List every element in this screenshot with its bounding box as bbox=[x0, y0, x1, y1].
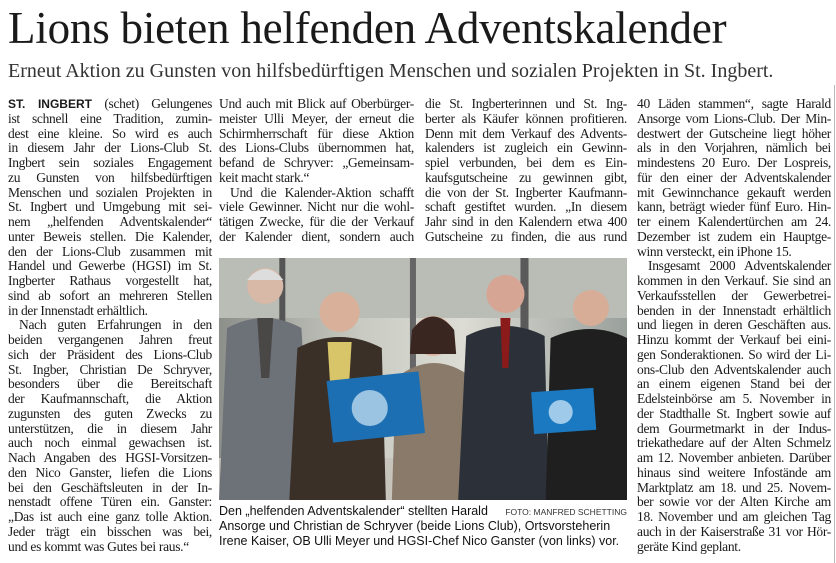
article-line: 40 Läden stammen“, sagte Harald bbox=[637, 96, 831, 111]
headline: Lions bieten helfenden Adventskalender bbox=[8, 3, 727, 53]
article-line: bei den Geschäftsleuten in der In- bbox=[8, 479, 212, 495]
article-line: Edelsteinbörse am 5. November in bbox=[637, 391, 831, 406]
page-edge-divider bbox=[834, 85, 835, 563]
article-column-1 bbox=[8, 97, 212, 554]
article-line: Und auch mit Blick auf Oberbürger- bbox=[219, 96, 414, 111]
article-line: viele Gewinner. Nicht nur die wohl- bbox=[219, 199, 414, 215]
article-line: Und die Kalender-Aktion schafft bbox=[230, 184, 414, 200]
article-line: gen Sonderaktionen. So wird der Li- bbox=[637, 346, 831, 362]
article-line: des Lions-Clubs übernommen hat, bbox=[219, 140, 414, 156]
article-line: geräte Kind geplant. bbox=[637, 538, 741, 554]
article-line: auch in der Kaiserstraße 31 vor Hör- bbox=[637, 523, 831, 539]
photo-credit: FOTO: MANFRED SCHETTING bbox=[505, 507, 627, 517]
article-line: spiel verbunden, bei dem es Ein- bbox=[425, 155, 627, 170]
article-line: der Kaufmannschaft, die Aktion bbox=[8, 391, 212, 406]
article-line-text: (schet) Gelungenes bbox=[104, 96, 213, 111]
article-line: ter einem Kalendertürchen am 24. bbox=[637, 214, 831, 229]
article-line: tätigen Zwecke, für die der Verkauf bbox=[219, 214, 414, 229]
article-line: Jeder trägt ein bisschen was bei, bbox=[8, 523, 212, 539]
article-line: mindestens 20 Euro. Der Lospreis, bbox=[637, 155, 831, 170]
article-line: Dezember ist zudem ein Hauptge- bbox=[637, 228, 831, 244]
article-line: sind ab sofort an mehreren Stellen bbox=[8, 287, 212, 303]
subtitle: Erneut Aktion zu Gunsten von hilfsbedürftigen Menschen und sozialen Projekten in St. Ingbert. bbox=[8, 60, 774, 82]
article-line: Ansorge vom Lions-Club. Der Min- bbox=[637, 110, 831, 126]
article-line: zugunsten des guten Zwecks zu bbox=[8, 405, 212, 421]
photo-caption-text: Den „helfenden Adventskalender“ stellten Harald Ansorge und Christian de Schryver (beide Lions Club), Ortsvorsteherin Irene Kaiser, OB Ulli Meyer und HGSI-Chef Nico Ganster (von links) vor. bbox=[219, 504, 620, 548]
article-line: Ingbert sein soziales Engagement bbox=[8, 155, 212, 170]
article-line: für den einer der Adventskalender bbox=[637, 169, 831, 185]
article-line: den der Lions-Club zusammen mit bbox=[8, 243, 212, 259]
article-line: dest eine kleine. So wird es auch bbox=[8, 125, 212, 141]
article-line: befand de Schryver: „Gemeinsam- bbox=[219, 155, 414, 170]
article-line: als in den Vorjahren, nämlich bei bbox=[637, 140, 831, 156]
article-line: Schirmherrschaft für diese Aktion bbox=[219, 125, 414, 141]
article-line: in diesem Jahr der Lions-Club St. bbox=[8, 140, 212, 156]
article-line: schaft gestiftet wurden. „In diesem bbox=[425, 199, 627, 215]
article-line: auch noch einmal gewachsen ist. bbox=[8, 435, 212, 451]
article-line: und es kommt was Gutes bei raus.“ bbox=[8, 538, 189, 554]
article-line: an einem eigenen Stand bei der bbox=[637, 376, 831, 392]
article-line: beiden vergangenen Jahren freut bbox=[8, 332, 212, 347]
article-column-4 bbox=[637, 97, 831, 554]
article-line: die von der St. Ingberter Kaufmann- bbox=[425, 184, 627, 200]
article-line: zu Gunsten von hilfsbedürftigen bbox=[8, 169, 212, 185]
article-line: ons-Club den Adventskalender auch bbox=[637, 361, 831, 377]
article-line: Denn mit dem Verkauf des Advents- bbox=[425, 125, 627, 141]
article-line: Hinzu kommt der Verkauf bei eini- bbox=[637, 332, 831, 347]
article-line: am 12. November anbieten. Darüber bbox=[637, 450, 831, 465]
article-line: Verkaufsstellen der Gewerbetrei- bbox=[637, 287, 831, 303]
article-column-3 bbox=[425, 97, 627, 245]
article-line: der Kalender dient, sondern auch bbox=[219, 228, 414, 244]
article-line: Jahr sind in den Kalendern etwa 400 bbox=[425, 214, 627, 229]
article-line: sich der Präsident des Lions-Club bbox=[8, 346, 212, 362]
group-photo-image bbox=[219, 258, 627, 500]
article-line: nenstadt offene Türen ein. Ganster: bbox=[8, 494, 212, 510]
advent-calendar-2 bbox=[531, 388, 596, 434]
article-line: Menschen und sozialen Projekten in bbox=[8, 184, 212, 200]
article-line: der Stadthalle St. Ingbert sowie auf bbox=[637, 405, 831, 421]
article-line: nem „helfenden Adventskalender“ bbox=[8, 214, 212, 229]
article-line: ber sowie vor der Alten Kirche am bbox=[637, 494, 831, 510]
article-line: triekathedare auf der Alten Schmelz bbox=[637, 435, 831, 451]
advent-calendar-1 bbox=[327, 371, 425, 442]
article-line: Handel und Gewerbe (HGSI) im St. bbox=[8, 258, 212, 274]
article-line: kommen in den Verkauf. Sie sind an bbox=[637, 273, 831, 288]
article-line: 18. November und am gleichen Tag bbox=[637, 509, 831, 524]
article-line: Nach Angaben des HGSI-Vorsitzen- bbox=[8, 450, 212, 465]
article-line: Gutscheine zu finden, die aus rund bbox=[425, 228, 627, 244]
article-line: winn versteckt, ein iPhone 15. bbox=[637, 243, 792, 259]
article-line: St. Ingbert und Umgebung mit sei- bbox=[8, 199, 212, 215]
article-line: unterstützen, die in diesem Jahr bbox=[8, 420, 212, 436]
article-line: berter als Käufer können profitieren. bbox=[425, 110, 627, 126]
article-line: meister Ulli Meyer, der erneut die bbox=[219, 110, 414, 126]
article-line: dem Gourmetmarkt in der Indus- bbox=[637, 420, 831, 436]
article-line: die St. Ingberterinnen und St. Ing- bbox=[425, 96, 627, 111]
article-line: unter Beweis stellen. Die Kalender, bbox=[8, 228, 212, 244]
article-line: „Das ist auch eine ganz tolle Aktion. bbox=[8, 509, 212, 524]
article-line: den Nico Ganster, liefen die Lions bbox=[8, 464, 212, 480]
article-line: in der Innenstadt erhältlich. bbox=[8, 302, 148, 318]
article-line: und liegen in deren Geschäften aus. bbox=[637, 317, 831, 333]
article-line: besonders über die Bereitschaft bbox=[8, 376, 212, 392]
article-line: benden in der Innenstadt erhältlich bbox=[637, 302, 831, 318]
article-line: Nach guten Erfahrungen in den bbox=[19, 317, 212, 333]
article-line: Insgesamt 2000 Adventskalender bbox=[648, 258, 831, 274]
article-line bbox=[8, 97, 212, 112]
article-line: kalenders ist zugleich ein Gewinn- bbox=[425, 140, 627, 156]
dateline: ST. INGBERT bbox=[8, 97, 92, 111]
article-line: St. Ingber, Christian De Schryver, bbox=[8, 361, 212, 377]
article-line: kaufsgutscheine zu gewinnen gibt, bbox=[425, 169, 627, 185]
article-column-2 bbox=[219, 97, 414, 245]
photo-caption bbox=[219, 504, 627, 549]
article-line: Marktplatz am 18. und 25. Novem- bbox=[637, 479, 831, 495]
article-line: mit Gewinnchance gekauft werden bbox=[637, 184, 831, 200]
article-line: kann, beträgt wieder fünf Euro. Hin- bbox=[637, 199, 831, 215]
article-line: hinaus sind weitere Infostände am bbox=[637, 464, 831, 480]
article-line: keit macht stark.“ bbox=[219, 169, 310, 185]
article-photo bbox=[219, 258, 627, 500]
article-line: Ingberter Rathaus vorgestellt hat, bbox=[8, 273, 212, 288]
article-line: ist schnell eine Tradition, zumin- bbox=[8, 110, 212, 126]
article-line: destwert der Gutscheine liegt höher bbox=[637, 125, 831, 141]
